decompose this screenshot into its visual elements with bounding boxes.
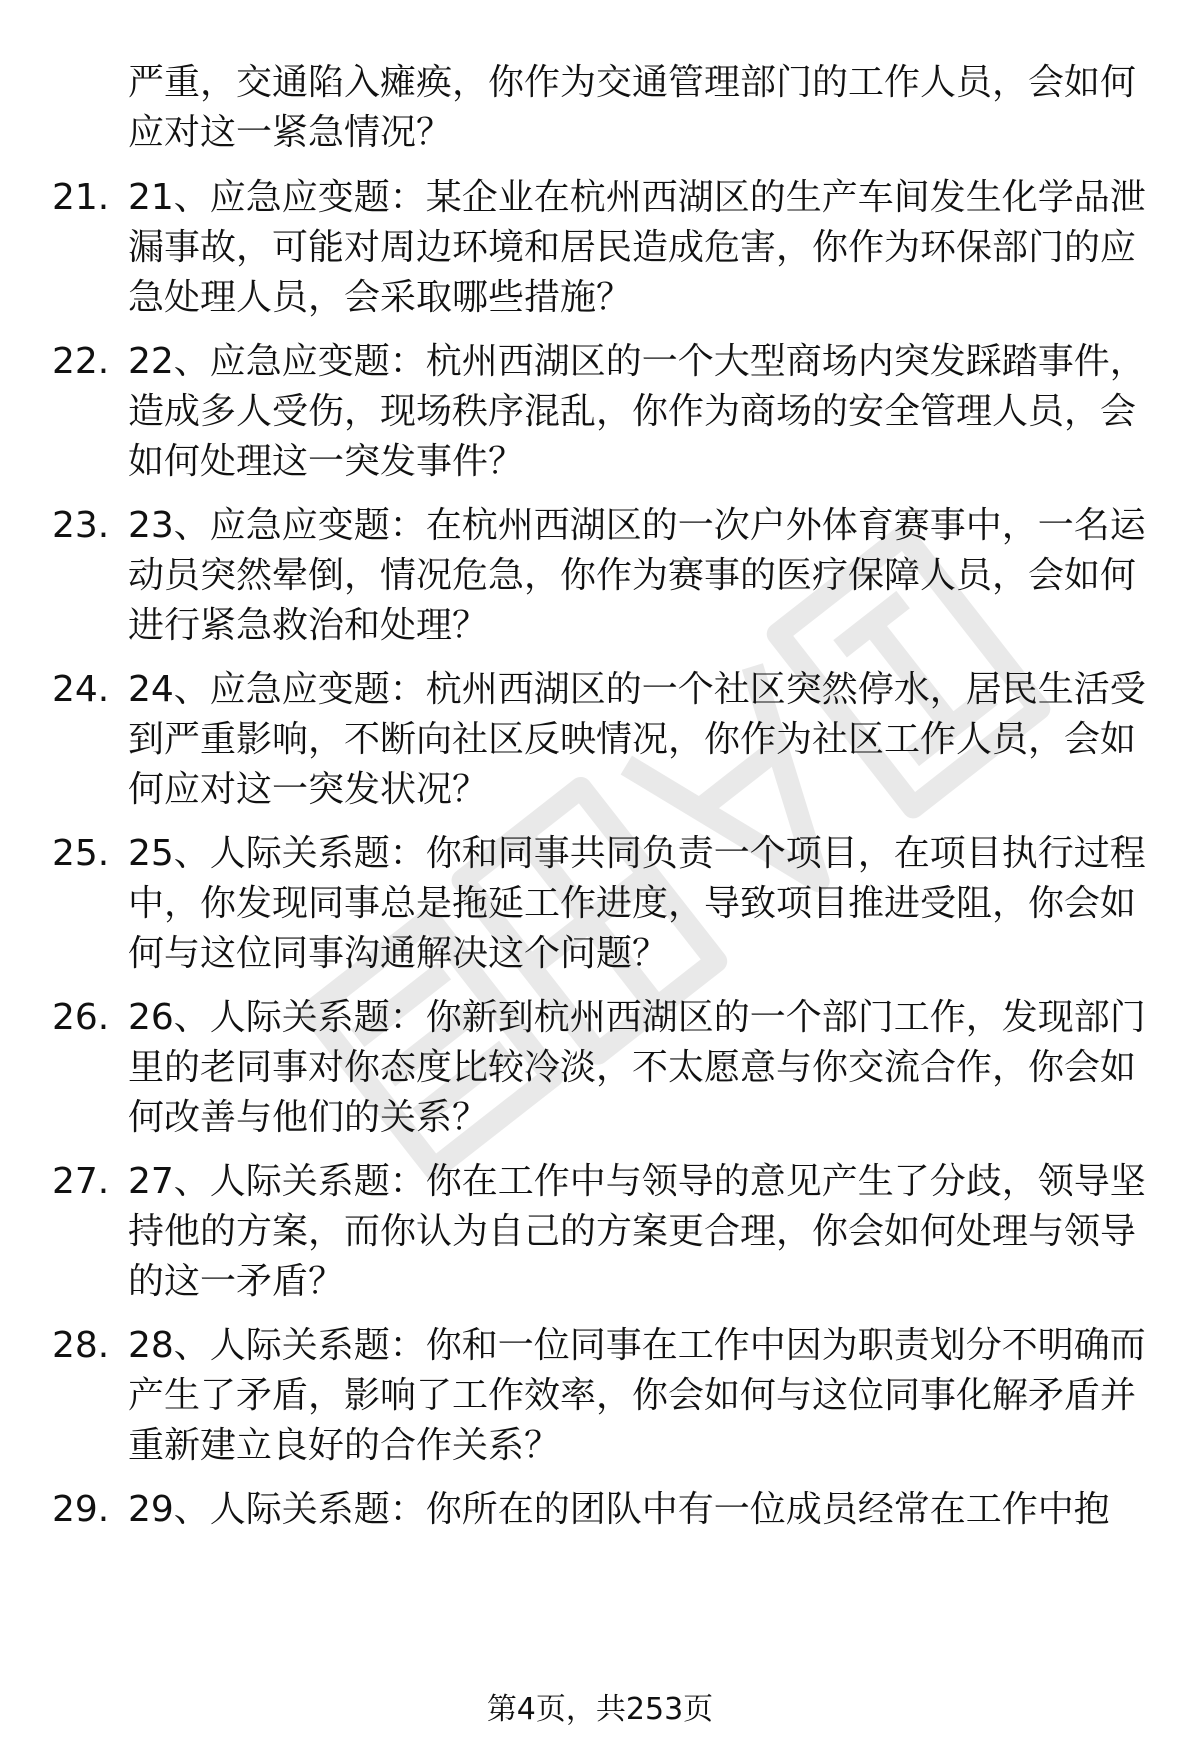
item-number: 29. xyxy=(52,1489,110,1530)
item-number: 25. xyxy=(52,833,110,874)
item-number: 22. xyxy=(52,341,110,382)
item-number: 24. xyxy=(52,669,110,710)
item-number: 23. xyxy=(52,505,110,546)
item-text: 21、应急应变题：某企业在杭州西湖区的生产车间发生化学品泄漏事故，可能对周边环境和居民造成危害，你作为环保部门的应急处理人员，会采取哪些措施？ xyxy=(128,177,1146,318)
item-text: 24、应急应变题：杭州西湖区的一个社区突然停水，居民生活受到严重影响，不断向社区反映情况，你作为社区工作人员，会如何应对这一突发状况？ xyxy=(128,669,1146,810)
item-text: 26、人际关系题：你新到杭州西湖区的一个部门工作，发现部门里的老同事对你态度比较冷淡，不太愿意与你交流合作，你会如何改善与他们的关系？ xyxy=(128,997,1146,1138)
item-number: 27. xyxy=(52,1161,110,1202)
item-text: 28、人际关系题：你和一位同事在工作中因为职责划分不明确而产生了矛盾，影响了工作效率，你会如何与这位同事化解矛盾并重新建立良好的合作关系？ xyxy=(128,1325,1146,1466)
continuation-text: 严重，交通陷入瘫痪，你作为交通管理部门的工作人员，会如何应对这一紧急情况？ xyxy=(128,62,1137,153)
item-number: 21. xyxy=(52,177,110,218)
item-number: 26. xyxy=(52,997,110,1038)
item-text: 22、应急应变题：杭州西湖区的一个大型商场内突发踩踏事件，造成多人受伤，现场秩序混乱，你作为商场的安全管理人员，会如何处理这一突发事件？ xyxy=(128,341,1146,482)
page-footer: 第4页，共253页 xyxy=(486,1692,714,1727)
item-text: 23、应急应变题：在杭州西湖区的一次户外体育赛事中，一名运动员突然晕倒，情况危急，你作为赛事的医疗保障人员，会如何进行紧急救治和处理？ xyxy=(128,505,1146,646)
item-text: 25、人际关系题：你和同事共同负责一个项目，在项目执行过程中，你发现同事总是拖延工作进度，导致项目推进受阻，你会如何与这位同事沟通解决这个问题？ xyxy=(128,833,1146,974)
item-number: 28. xyxy=(52,1325,110,1366)
item-text: 27、人际关系题：你在工作中与领导的意见产生了分歧，领导坚持他的方案，而你认为自己的方案更合理，你会如何处理与领导的这一矛盾？ xyxy=(128,1161,1146,1302)
item-text: 29、人际关系题：你所在的团队中有一位成员经常在工作中抱 xyxy=(128,1489,1110,1530)
